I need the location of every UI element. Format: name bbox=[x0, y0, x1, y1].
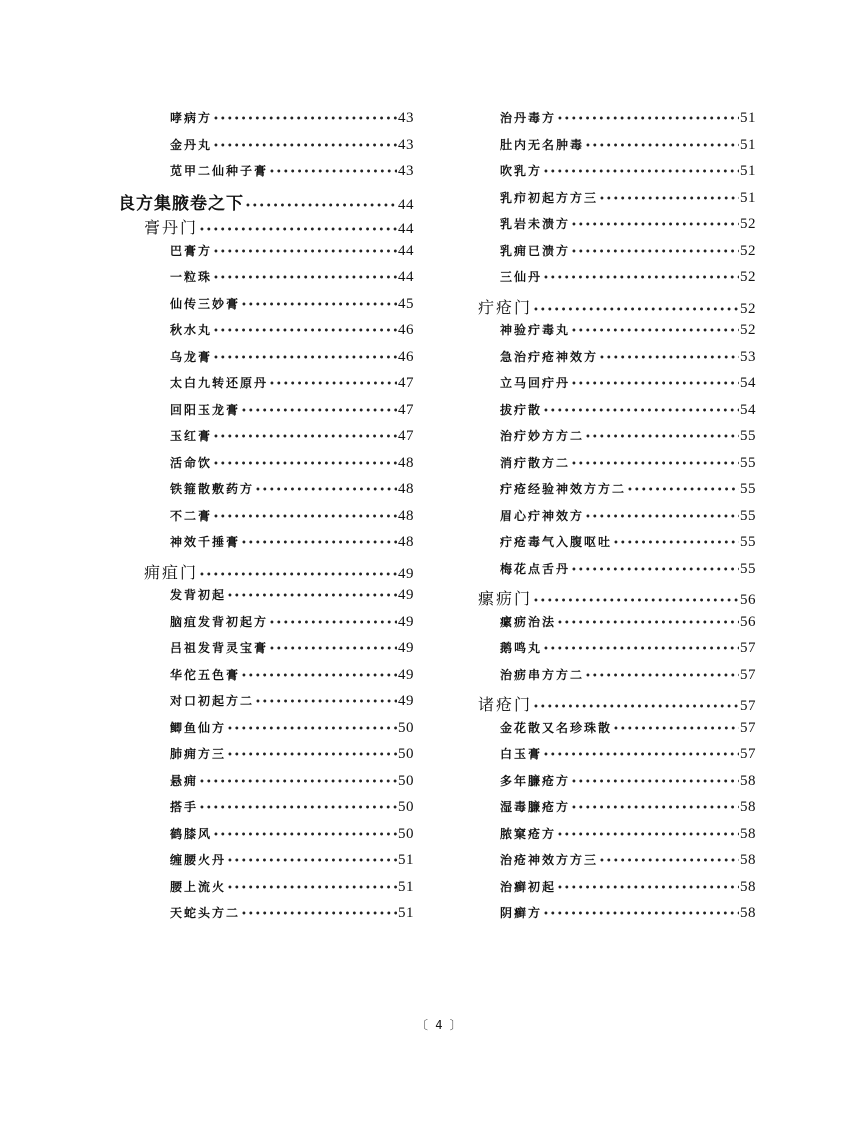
dot-leader bbox=[543, 406, 739, 417]
toc-entry-page: 57 bbox=[740, 719, 756, 736]
toc-entry-title: 治癣初起 bbox=[500, 879, 557, 894]
toc-entry bbox=[118, 109, 414, 136]
toc-entry-page: 47 bbox=[398, 428, 414, 444]
toc-entry-title: 治丹毒方 bbox=[500, 111, 557, 125]
toc-entry-page: 50 bbox=[398, 746, 414, 762]
dot-leader bbox=[543, 167, 739, 178]
dot-leader bbox=[241, 300, 397, 311]
toc-entry-page: 46 bbox=[398, 348, 414, 365]
toc-entry-title: 太白九转还原丹 bbox=[170, 376, 269, 390]
toc-entry bbox=[478, 878, 756, 905]
toc-entry-title: 鹅鸣丸 bbox=[500, 641, 543, 655]
toc-entry-page: 50 bbox=[398, 772, 414, 789]
toc-entry-page: 48 bbox=[398, 454, 414, 471]
toc-entry-title: 膏丹门 bbox=[144, 218, 199, 237]
toc-entry bbox=[118, 772, 414, 799]
dot-leader bbox=[613, 538, 739, 549]
dot-leader bbox=[213, 432, 397, 443]
toc-entry-title: 神验疔毒丸 bbox=[500, 323, 571, 337]
toc-section-heading bbox=[478, 295, 756, 322]
dot-leader bbox=[269, 167, 397, 178]
toc-entry-title: 乳痈已溃方 bbox=[500, 243, 571, 258]
toc-entry bbox=[478, 189, 756, 216]
toc-entry-page: 55 bbox=[740, 534, 756, 550]
toc-entry-page: 51 bbox=[740, 136, 756, 153]
toc-entry-title: 吕祖发背灵宝膏 bbox=[170, 641, 269, 655]
toc-entry-title: 对口初起方二 bbox=[170, 694, 255, 708]
toc-entry-page: 52 bbox=[740, 269, 756, 285]
toc-entry bbox=[478, 454, 756, 481]
dot-leader bbox=[557, 618, 739, 629]
toc-entry-title: 白玉膏 bbox=[500, 747, 543, 761]
toc-entry-title: 华佗五色膏 bbox=[170, 667, 241, 682]
toc-entry bbox=[118, 401, 414, 428]
toc-entry bbox=[118, 666, 414, 693]
toc-entry bbox=[478, 719, 756, 746]
toc-entry bbox=[478, 851, 756, 878]
toc-entry-page: 43 bbox=[398, 110, 414, 126]
toc-entry-title: 鲫鱼仙方 bbox=[170, 720, 227, 735]
dot-leader bbox=[585, 141, 739, 152]
toc-entry-page: 45 bbox=[398, 295, 414, 312]
toc-entry-page: 49 bbox=[398, 565, 414, 582]
toc-entry-page: 55 bbox=[740, 507, 756, 524]
dot-leader bbox=[533, 305, 739, 316]
dot-leader bbox=[213, 512, 397, 523]
toc-entry-page: 58 bbox=[740, 905, 756, 921]
toc-entry-title: 乳岩未溃方 bbox=[500, 217, 571, 231]
toc-entry bbox=[118, 454, 414, 481]
toc-entry bbox=[118, 639, 414, 666]
toc-right-column bbox=[478, 109, 756, 931]
dot-leader bbox=[585, 512, 739, 523]
dot-leader bbox=[213, 830, 397, 841]
toc-entry-page: 44 bbox=[398, 221, 414, 237]
dot-leader bbox=[269, 618, 397, 629]
toc-entry bbox=[118, 136, 414, 163]
toc-entry-title: 立马回疔丹 bbox=[500, 376, 571, 390]
dot-leader bbox=[241, 406, 397, 417]
toc-entry-page: 57 bbox=[740, 698, 756, 714]
toc-entry-title: 痈疽门 bbox=[144, 562, 199, 582]
dot-leader bbox=[627, 485, 739, 496]
toc-entry bbox=[118, 348, 414, 375]
toc-entry bbox=[118, 719, 414, 746]
toc-entry-page: 55 bbox=[740, 454, 756, 471]
toc-entry-page: 47 bbox=[398, 375, 414, 391]
toc-entry bbox=[118, 851, 414, 878]
toc-entry-title: 疔疮门 bbox=[478, 297, 533, 317]
dot-leader bbox=[571, 803, 739, 814]
dot-leader bbox=[571, 565, 739, 576]
toc-entry bbox=[118, 321, 414, 348]
dot-leader bbox=[213, 326, 397, 337]
toc-entry-page: 57 bbox=[740, 746, 756, 762]
toc-entry-title: 金花散又名珍珠散 bbox=[500, 720, 613, 735]
toc-entry-page: 44 bbox=[398, 242, 414, 259]
toc-entry bbox=[478, 798, 756, 825]
toc-entry bbox=[478, 162, 756, 189]
toc-entry-page: 54 bbox=[740, 375, 756, 391]
toc-entry-title: 多年臁疮方 bbox=[500, 773, 571, 788]
dot-leader bbox=[241, 671, 397, 682]
toc-entry-title: 消疔散方二 bbox=[500, 455, 571, 470]
toc-entry-page: 49 bbox=[398, 693, 414, 709]
dot-leader bbox=[599, 856, 739, 867]
toc-entry-title: 悬痈 bbox=[170, 773, 199, 788]
toc-entry bbox=[118, 242, 414, 269]
toc-entry-page: 46 bbox=[398, 322, 414, 338]
dot-leader bbox=[255, 697, 397, 708]
toc-entry-title: 肺痈方三 bbox=[170, 747, 227, 761]
toc-entry bbox=[118, 613, 414, 640]
toc-entry-title: 搭手 bbox=[170, 800, 199, 814]
dot-leader bbox=[269, 644, 397, 655]
toc-entry-title: 乳疖初起方方三 bbox=[500, 190, 599, 205]
dot-leader bbox=[255, 485, 397, 496]
toc-entry-title: 肚内无名肿毒 bbox=[500, 137, 585, 152]
toc-entry-title: 阴癣方 bbox=[500, 906, 543, 920]
toc-entry-title: 良方集腋卷之下 bbox=[118, 193, 244, 214]
toc-entry-title: 眉心疔神效方 bbox=[500, 508, 585, 523]
toc-section-heading bbox=[478, 586, 756, 613]
toc-entry bbox=[118, 586, 414, 613]
toc-entry-page: 49 bbox=[398, 613, 414, 630]
dot-leader bbox=[227, 883, 397, 894]
toc-entry-page: 55 bbox=[740, 481, 756, 497]
dot-leader bbox=[245, 201, 397, 212]
toc-entry-title: 吹乳方 bbox=[500, 164, 543, 178]
toc-entry-title: 疔疮毒气入腹呕吐 bbox=[500, 535, 613, 549]
toc-entry-page: 54 bbox=[740, 401, 756, 418]
toc-entry-page: 56 bbox=[740, 592, 756, 608]
toc-entry-page: 53 bbox=[740, 348, 756, 365]
dot-leader bbox=[585, 432, 739, 443]
toc-entry bbox=[118, 480, 414, 507]
toc-entry-title: 疔疮经验神效方方二 bbox=[500, 482, 627, 496]
dot-leader bbox=[213, 247, 397, 258]
toc-entry bbox=[478, 613, 756, 640]
toc-entry bbox=[478, 507, 756, 534]
toc-entry-page: 48 bbox=[398, 507, 414, 524]
dot-leader bbox=[213, 273, 397, 284]
dot-leader bbox=[227, 724, 397, 735]
toc-entry bbox=[118, 692, 414, 719]
toc-entry-title: 哮病方 bbox=[170, 111, 213, 125]
toc-entry-page: 50 bbox=[398, 719, 414, 736]
toc-entry bbox=[478, 401, 756, 428]
toc-entry-title: 诸疮门 bbox=[478, 695, 533, 714]
toc-entry-page: 58 bbox=[740, 878, 756, 895]
toc-entry-page: 51 bbox=[740, 110, 756, 126]
toc-entry-title: 回阳玉龙膏 bbox=[170, 402, 241, 417]
toc-entry-page: 52 bbox=[740, 242, 756, 259]
toc-entry bbox=[118, 295, 414, 322]
toc-entry-title: 仙传三妙膏 bbox=[170, 296, 241, 311]
dot-leader bbox=[199, 777, 397, 788]
dot-leader bbox=[571, 379, 739, 390]
dot-leader bbox=[199, 570, 397, 581]
toc-entry-page: 56 bbox=[740, 613, 756, 630]
toc-entry-title: 急治疔疮神效方 bbox=[500, 349, 599, 364]
dot-leader bbox=[533, 596, 739, 607]
toc-entry bbox=[478, 242, 756, 269]
toc-entry bbox=[118, 507, 414, 534]
dot-leader bbox=[613, 724, 739, 735]
toc-entry bbox=[478, 321, 756, 348]
toc-entry-page: 51 bbox=[398, 878, 414, 895]
toc-entry-page: 58 bbox=[740, 799, 756, 815]
toc-entry bbox=[118, 533, 414, 560]
dot-leader bbox=[571, 247, 739, 258]
dot-leader bbox=[269, 379, 397, 390]
toc-entry bbox=[118, 904, 414, 931]
dot-leader bbox=[557, 883, 739, 894]
toc-entry-title: 瘰疬门 bbox=[478, 589, 533, 608]
toc-entry-title: 湿毒臁疮方 bbox=[500, 800, 571, 814]
dot-leader bbox=[543, 644, 739, 655]
dot-leader bbox=[543, 750, 739, 761]
toc-entry bbox=[118, 825, 414, 852]
dot-leader bbox=[227, 591, 397, 602]
toc-section-heading bbox=[118, 560, 414, 587]
toc-entry-page: 52 bbox=[740, 322, 756, 338]
toc-entry-page: 52 bbox=[740, 216, 756, 232]
toc-entry-title: 苋甲二仙种子膏 bbox=[170, 164, 269, 178]
dot-leader bbox=[199, 225, 397, 236]
toc-entry-title: 巴膏方 bbox=[170, 243, 213, 258]
toc-entry-title: 铁箍散敷药方 bbox=[170, 482, 255, 496]
toc-entry bbox=[478, 480, 756, 507]
toc-entry-title: 鹤膝风 bbox=[170, 826, 213, 841]
toc-entry-page: 52 bbox=[740, 300, 756, 317]
toc-entry-page: 55 bbox=[740, 560, 756, 577]
dot-leader bbox=[571, 220, 739, 231]
toc-entry-page: 57 bbox=[740, 640, 756, 656]
dot-leader bbox=[227, 856, 397, 867]
toc-entry-page: 48 bbox=[398, 481, 414, 497]
dot-leader bbox=[585, 671, 739, 682]
toc-entry-title: 乌龙膏 bbox=[170, 349, 213, 364]
toc-entry-title: 不二膏 bbox=[170, 508, 213, 523]
dot-leader bbox=[557, 114, 739, 125]
toc-entry bbox=[118, 162, 414, 189]
toc-entry-page: 43 bbox=[398, 163, 414, 179]
dot-leader bbox=[557, 830, 739, 841]
page-number: 〔 4 〕 bbox=[416, 1018, 462, 1032]
dot-leader bbox=[213, 459, 397, 470]
dot-leader bbox=[213, 353, 397, 364]
toc-entry-title: 脓窠疮方 bbox=[500, 826, 557, 841]
dot-leader bbox=[571, 326, 739, 337]
toc-entry bbox=[118, 268, 414, 295]
toc-entry-title: 玉红膏 bbox=[170, 429, 213, 443]
toc-entry bbox=[478, 666, 756, 693]
toc-entry bbox=[478, 348, 756, 375]
toc-entry-page: 44 bbox=[398, 269, 414, 285]
toc-entry-title: 治疮神效方方三 bbox=[500, 853, 599, 867]
toc-entry bbox=[118, 798, 414, 825]
toc-entry-page: 44 bbox=[398, 196, 414, 213]
toc-entry-page: 50 bbox=[398, 799, 414, 815]
toc-entry-title: 活命饮 bbox=[170, 455, 213, 470]
toc-entry-page: 48 bbox=[398, 534, 414, 550]
dot-leader bbox=[227, 750, 397, 761]
toc-entry-page: 55 bbox=[740, 428, 756, 444]
toc-entry-title: 治疬串方方二 bbox=[500, 667, 585, 682]
toc-entry bbox=[478, 136, 756, 163]
toc-entry-page: 51 bbox=[740, 163, 756, 179]
toc-entry bbox=[478, 215, 756, 242]
toc-entry-page: 49 bbox=[398, 666, 414, 683]
toc-entry-title: 治疔妙方方二 bbox=[500, 429, 585, 443]
toc-entry bbox=[478, 825, 756, 852]
toc-entry-title: 金丹丸 bbox=[170, 137, 213, 152]
dot-leader bbox=[599, 353, 739, 364]
toc-entry-page: 50 bbox=[398, 825, 414, 842]
toc-entry-title: 三仙丹 bbox=[500, 270, 543, 284]
toc-entry-title: 脑疽发背初起方 bbox=[170, 614, 269, 629]
toc-entry bbox=[478, 268, 756, 295]
toc-left-column bbox=[118, 109, 414, 931]
toc-entry bbox=[118, 745, 414, 772]
toc-entry-page: 51 bbox=[398, 852, 414, 868]
dot-leader bbox=[571, 777, 739, 788]
toc-entry-title: 发背初起 bbox=[170, 588, 227, 602]
toc-entry bbox=[478, 109, 756, 136]
toc-entry bbox=[118, 374, 414, 401]
toc-entry-title: 一粒珠 bbox=[170, 270, 213, 284]
toc-entry-page: 43 bbox=[398, 136, 414, 153]
toc-entry-page: 57 bbox=[740, 666, 756, 683]
dot-leader bbox=[543, 909, 739, 920]
toc-entry-page: 49 bbox=[398, 640, 414, 656]
toc-entry-page: 58 bbox=[740, 825, 756, 842]
dot-leader bbox=[213, 114, 397, 125]
toc-entry bbox=[478, 639, 756, 666]
toc-entry-page: 47 bbox=[398, 401, 414, 418]
dot-leader bbox=[199, 803, 397, 814]
toc-entry-page: 58 bbox=[740, 772, 756, 789]
toc-volume-heading bbox=[118, 189, 414, 216]
toc-entry-title: 天蛇头方二 bbox=[170, 906, 241, 920]
toc-entry-page: 51 bbox=[398, 905, 414, 921]
toc-entry bbox=[478, 374, 756, 401]
toc-entry-page: 49 bbox=[398, 587, 414, 603]
toc-section-heading bbox=[478, 692, 756, 719]
toc-entry-title: 拔疔散 bbox=[500, 402, 543, 417]
toc-entry-title: 神效千捶膏 bbox=[170, 535, 241, 549]
toc-entry-title: 腰上流火 bbox=[170, 879, 227, 894]
toc-entry-title: 秋水丸 bbox=[170, 323, 213, 337]
toc-entry-page: 58 bbox=[740, 852, 756, 868]
dot-leader bbox=[213, 141, 397, 152]
dot-leader bbox=[241, 538, 397, 549]
toc-entry bbox=[478, 904, 756, 931]
toc-entry bbox=[118, 427, 414, 454]
toc-entry bbox=[478, 560, 756, 587]
toc-entry bbox=[478, 533, 756, 560]
toc-entry-title: 梅花点舌丹 bbox=[500, 561, 571, 576]
dot-leader bbox=[571, 459, 739, 470]
toc-entry-title: 缠腰火丹 bbox=[170, 853, 227, 867]
toc-entry bbox=[478, 427, 756, 454]
toc-entry bbox=[478, 745, 756, 772]
dot-leader bbox=[599, 194, 739, 205]
toc-entry bbox=[118, 878, 414, 905]
dot-leader bbox=[241, 909, 397, 920]
toc-entry bbox=[478, 772, 756, 799]
toc-entry-page: 51 bbox=[740, 189, 756, 206]
toc-entry-title: 瘰疬治法 bbox=[500, 614, 557, 629]
dot-leader bbox=[533, 702, 739, 713]
toc-section-heading bbox=[118, 215, 414, 242]
dot-leader bbox=[543, 273, 739, 284]
